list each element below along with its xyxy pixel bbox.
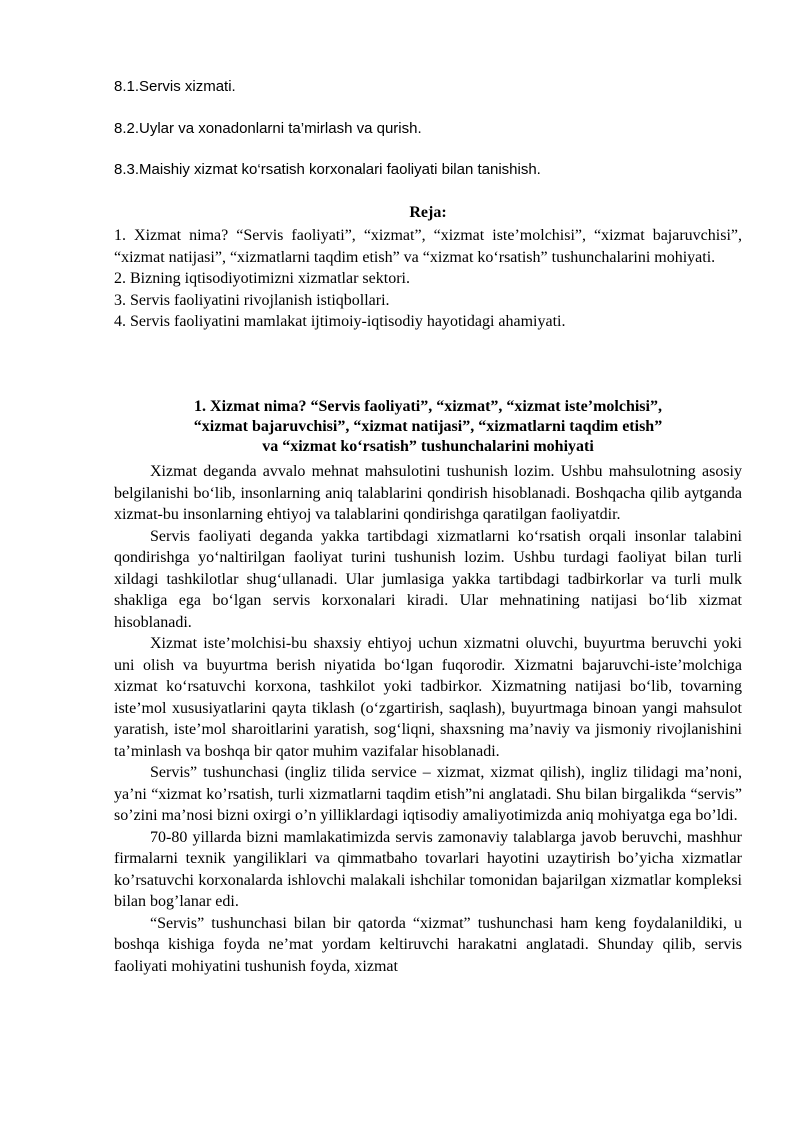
topic-line: 8.2.Uylar va xonadonlarni ta’mirlash va qurish.	[114, 120, 422, 137]
section-heading	[114, 397, 742, 457]
body-paragraph: 70-80 yillarda bizni mamlakatimizda servis zamonaviy talablarga javob beruvchi, mashhur firmalarni texnik yangiliklari va qimmatbaho tovarlari hayotini uzaytirish bo’yicha xizmatlar ko’rsatuvchi korxonalarda ishlovchi malakali ishchilar tomonidan bajarilgan xizmatlar kompleksi bilan bog’lanar edi.	[114, 828, 742, 910]
section-heading-line: “xizmat bajaruvchisi”, “xizmat natijasi”, “xizmatlarni taqdim etish”	[193, 418, 663, 435]
section-heading-line: 1. Xizmat nima? “Servis faoliyati”, “xizmat”, “xizmat iste’molchisi”,	[194, 398, 662, 415]
plan-list	[114, 225, 742, 333]
topic-line: 8.1.Servis xizmati.	[114, 78, 236, 95]
plan-item: 4. Servis faoliyatini mamlakat ijtimoiy-iqtisodiy hayotidagi ahamiyati.	[114, 313, 566, 330]
plan-item: 3. Servis faoliyatini rivojlanish istiqbollari.	[114, 291, 390, 309]
section-body	[114, 461, 742, 977]
body-paragraph: Xizmat iste’molchisi-bu shaxsiy ehtiyoj uchun xizmatni oluvchi, buyurtma beruvchi yoki uni olish va buyurtma berish niyatida bo‘lgan fuqorodir. Xizmatni bajaruvchi-iste’molchiga xizmat ko‘rsatuvchi korxona, tashkilot yoki tadbirkor. Xizmatning natijasi bo‘lib, tovarning iste’mol xususiyatlarini qayta tiklash (o‘zgartirish, saqlash), buyurtmaga binoan yangi mahsulot yaratish, iste’mol sharoitlarini yaratish, sog‘liqni, shaxsning ma’naviy va jismoniy rivojlanishini ta’minlash va boshqa bir qator muhim vazifalar hisoblanadi.	[114, 635, 742, 760]
body-paragraph: Servis” tushunchasi (ingliz tilida service – xizmat, xizmat qilish), ingliz tilidagi ma’noni, ya’ni “xizmat ko’rsatish, turli xizmatlarni taqdim etish”ni anglatadi. Shu bilan birgalikda “servis” so’zini ma’nosi bizni oxirgi o’n yilliklardagi iqtisodiy amaliyotimizda aniq mohiyatga ega bo’ldi.	[114, 764, 742, 824]
body-paragraph: Servis faoliyati deganda yakka tartibdagi xizmatlarni ko‘rsatish orqali insonlar talabini qondirishga yo‘naltirilgan faoliyat turini tushunish lozim. Ushbu turdagi faoliyat bilan turli xildagi tashkilotlar shug‘ullanadi. Ular jumlasiga yakka tartibdagi tadbirkorlar va turli mulk shakliga ega bo‘lgan servis korxonalari kiradi. Ular mehnatining natijasi bo‘lib xizmat hisoblanadi.	[114, 527, 742, 631]
plan-item: 2. Bizning iqtisodiyotimizni xizmatlar sektori.	[114, 270, 410, 287]
body-paragraph: “Servis” tushunchasi bilan bir qatorda “xizmat” tushunchasi ham keng foydalanildiki, u boshqa kishiga foyda ne’mat yordam keltiruvchi harakatni anglatadi. Shunday qilib, servis faoliyati mohiyatini tushunish foyda, xizmat	[114, 914, 742, 975]
section-heading-line: va “xizmat ko‘rsatish” tushunchalarini mohiyati	[262, 438, 594, 455]
plan-title: Reja:	[409, 204, 447, 221]
plan-item: 1. Xizmat nima? “Servis faoliyati”, “xizmat”, “xizmat iste’molchisi”, “xizmat bajaruvchisi”, “xizmat natijasi”, “xizmatlarni taqdim etish” va “xizmat ko‘rsatish” tushunchalarini mohiyati.	[114, 227, 742, 266]
body-paragraph: Xizmat deganda avvalo mehnat mahsulotini tushunish lozim. Ushbu mahsulotning asosiy belgilanishi bo‘lib, insonlarning aniq talablarini qondirish hisoblanadi. Boshqacha qilib aytganda xizmat-bu insonlarning ehtiyoj va talablarini qondirishga qaratilgan faoliyatdir.	[114, 463, 742, 523]
topic-line: 8.3.Maishiy xizmat ko‘rsatish korxonalari faoliyati bilan tanishish.	[114, 161, 541, 178]
